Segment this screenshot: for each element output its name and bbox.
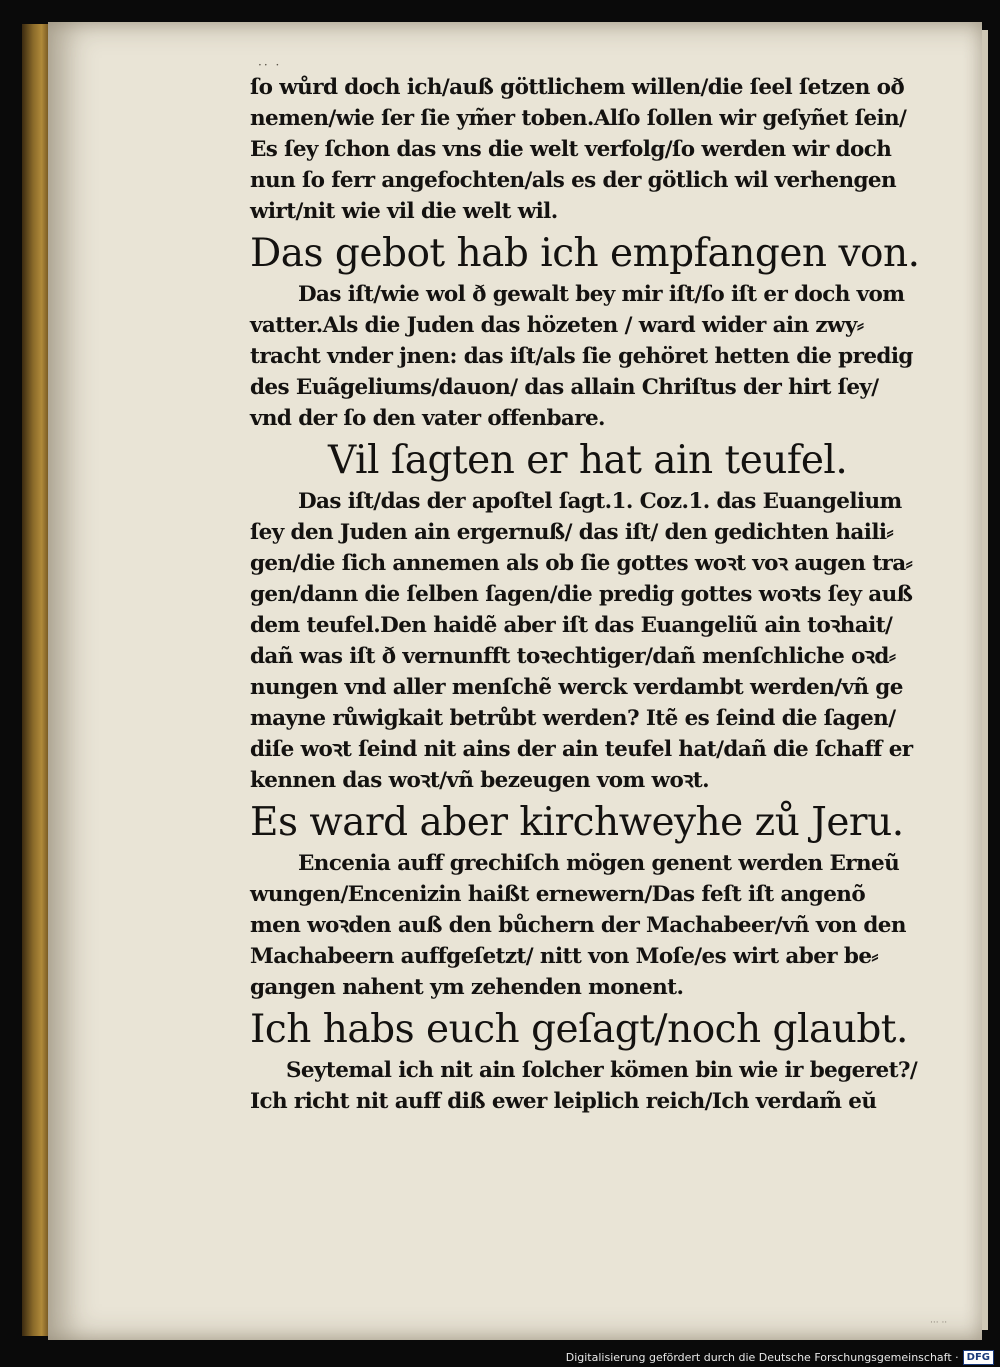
text-line: nun ſo ferr angefochten/als es der götlich wil verhengen <box>250 168 897 193</box>
text-line: vnd der ſo den vater offenbare. <box>250 406 605 431</box>
section-heading: Vil ſagten er hat ain teufel. <box>328 438 848 483</box>
text-line: wirt/nit wie vil die welt wil. <box>250 199 558 224</box>
text-line: tracht vnder jnen: das iſt/als ſie gehöret hetten die predig <box>250 344 913 369</box>
text-line: mayne růwigkait betrůbt werden? Itẽ es ſeind die ſagen/ <box>250 706 896 731</box>
page-text-block <box>250 72 940 1117</box>
page-smudge-mark: ·· · <box>258 58 282 72</box>
section-heading: Das gebot hab ich empfangen von. <box>250 231 920 276</box>
book-binding-edge <box>22 24 50 1336</box>
section-heading: Es ward aber kirchweyhe zů Jeru. <box>250 800 904 845</box>
text-line: nemen/wie ſer ſie ym̃er toben.Alſo ſollen wir geſyñet ſein/ <box>250 106 907 131</box>
corner-scan-mark: ··· ·· <box>930 1318 948 1328</box>
footer-credit-text: Digitalisierung gefördert durch die Deutsche Forschungsgemeinschaft · <box>565 1351 959 1364</box>
text-line: nungen vnd aller menſchẽ werck verdambt werden/vñ ge <box>250 675 903 700</box>
text-line: Machabeern auffgeſetzt/ nitt von Moſe/es wirt aber be⸗ <box>250 944 878 969</box>
text-line: dem teufel.Den haidẽ aber iſt das Euangeliũ ain toꝛhait/ <box>250 613 893 638</box>
text-line: gen/dann die ſelben ſagen/die predig gottes woꝛts ſey auß <box>250 582 913 607</box>
text-line: Encenia auff grechiſch mögen genent werden Erneũ <box>298 851 900 876</box>
text-line: gen/die ſich annemen als ob ſie gottes woꝛt voꝛ augen tra⸗ <box>250 551 913 576</box>
text-line: ſo wůrd doch ich/auß göttlichem willen/die ſeel ſetzen oð <box>250 75 905 100</box>
text-line: dañ was iſt ð vernunfft toꝛechtiger/dañ menſchliche oꝛd⸗ <box>250 644 896 669</box>
text-line: vatter.Als die Juden das hözeten / ward wider ain zwy⸗ <box>250 313 864 338</box>
text-line: ſey den Juden ain ergernuß/ das iſt/ den gedichten haili⸗ <box>250 520 894 545</box>
text-line: des Euãgeliums/dauon/ das allain Chriſtus der hirt ſey/ <box>250 375 879 400</box>
text-line: Es ſey ſchon das vns die welt verfolg/ſo werden wir doch <box>250 137 892 162</box>
digitization-footer <box>566 1350 994 1365</box>
text-line: Ich richt nit auff diß ewer leiplich reich/Ich verdam̃ eŭ <box>250 1089 877 1114</box>
text-line: Das iſt/wie wol ð gewalt bey mir iſt/ſo iſt er doch vom <box>298 282 905 307</box>
text-line: gangen nahent ym zehenden monent. <box>250 975 684 1000</box>
text-line: men woꝛden auß den bůchern der Machabeer/vñ von den <box>250 913 906 938</box>
text-line: kennen das woꝛt/vñ bezeugen vom woꝛt. <box>250 768 710 793</box>
text-line: diſe woꝛt ſeind nit ains der ain teufel hat/dañ die ſchaff er <box>250 737 913 762</box>
dfg-logo: DFG <box>963 1350 994 1365</box>
text-line: Das iſt/das der apoſtel ſagt.1. Coz.1. das Euangelium <box>298 489 902 514</box>
text-line: Seytemal ich nit ain ſolcher kömen bin wie ir begeret?/ <box>286 1058 918 1083</box>
section-heading: Ich habs euch geſagt/noch glaubt. <box>250 1007 908 1052</box>
text-line: wungen/Encenizin haißt ernewern/Das feſt iſt angenõ <box>250 882 866 907</box>
